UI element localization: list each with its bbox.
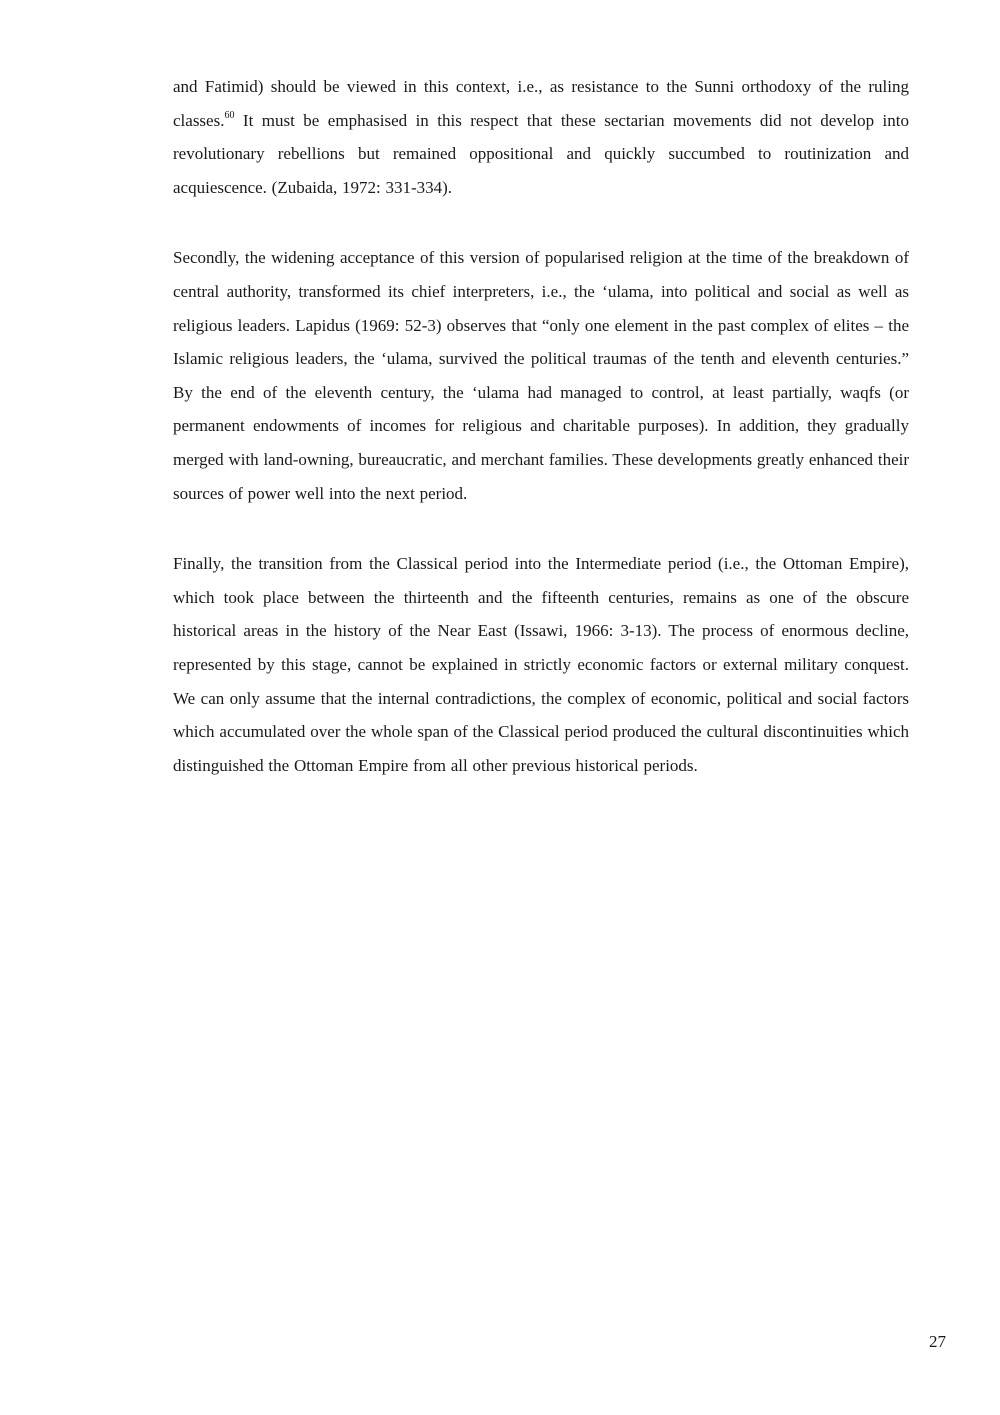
page-body [173,70,909,819]
page-number: 27 [929,1332,946,1351]
paragraph-2: Secondly, the widening acceptance of this version of popularised religion at the time of the breakdown of central authority, transformed its chief interpreters, i.e., the ‘ulama, into political and social as well as religious leaders. Lapidus (1969: 52-3) observes that “only one element in the past complex of elites – the Islamic religious leaders, the ‘ulama, survived the political traumas of the tenth and eleventh centuries.” By the end of the eleventh century, the ‘ulama had managed to control, at least partially, waqfs (or permanent endowments of incomes for religious and charitable purposes). In addition, they gradually merged with land-owning, bureaucratic, and merchant families. These developments greatly enhanced their sources of power well into the next period. [173,248,909,503]
paragraph-1-text-before-footnote: and Fatimid) should be viewed in this context, i.e., as resistance to the Sunni orthodoxy of the ruling classes. [173,77,909,130]
paragraph-3: Finally, the transition from the Classical period into the Intermediate period (i.e., the Ottoman Empire), which took place between the thirteenth and the fifteenth centuries, remains as one of the obscure historical areas in the history of the Near East (Issawi, 1966: 3-13). The process of enormous decline, represented by this stage, cannot be explained in strictly economic factors or external military conquest. We can only assume that the internal contradictions, the complex of economic, political and social factors which accumulated over the whole span of the Classical period produced the cultural discontinuities which distinguished the Ottoman Empire from all other previous historical periods. [173,554,909,775]
footnote-marker-60[interactable]: 60 [224,109,235,121]
paragraph-1 [173,70,909,204]
paragraph-1-text-after-footnote: It must be emphasised in this respect that these sectarian movements did not develop into revolutionary rebellions but remained oppositional and quickly succumbed to routinization and acquiescence. (Zubaida, 1972: 331-334). [173,110,909,197]
